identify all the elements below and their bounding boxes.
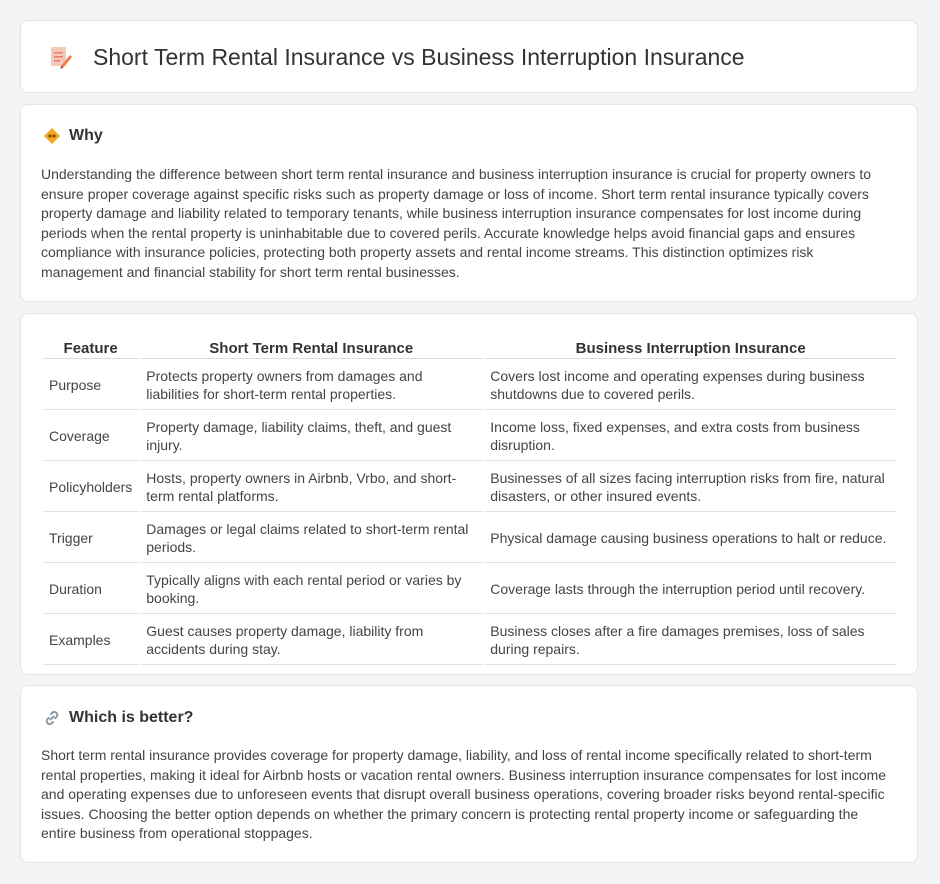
why-text: Understanding the difference between short term rental insurance and business interruption insurance is crucial for property owners to ensure proper coverage against specific risks such as property damage or loss of income. Short term rental insurance typically covers property damage and liability related to temporary tenants, while business interruption insurance compensates for lost income during periods when the rental property is uninhabitable due to covered perils. Accurate knowledge helps avoid financial gaps and ensures compliance with insurance policies, protecting both property assets and rental income streams. This distinction optimizes risk management and financial stability for short term rental businesses.	[41, 166, 872, 280]
document-pencil-icon	[47, 44, 73, 70]
which-better-section	[20, 685, 918, 863]
row-feature: Examples	[43, 616, 138, 665]
row-feature: Policyholders	[43, 463, 138, 512]
why-section	[20, 104, 918, 302]
better-heading: Which is better?	[69, 709, 194, 726]
row-business-interruption: Covers lost income and operating expenses during business shutdowns due to covered perils.	[484, 361, 897, 410]
page-title: Short Term Rental Insurance vs Business Interruption Insurance	[93, 44, 745, 70]
row-feature: Trigger	[43, 514, 138, 563]
row-short-term-rental: Damages or legal claims related to short-term rental periods.	[140, 514, 482, 563]
header-short-term-rental: Short Term Rental Insurance	[140, 336, 482, 359]
link-icon	[43, 709, 61, 727]
header-business-interruption: Business Interruption Insurance	[484, 336, 897, 359]
table-row	[43, 412, 897, 461]
table-row	[43, 514, 897, 563]
row-short-term-rental: Property damage, liability claims, theft, and guest injury.	[140, 412, 482, 461]
better-text: Short term rental insurance provides coverage for property damage, liability, and loss of rental income specifically related to short-term rental properties, making it ideal for Airbnb hosts or vacation rental owners. Business interruption insurance compensates for lost income and operating expenses due to unforeseen events that disrupt overall business operations, covering broader risks beyond rental-specific issues. Choosing the better option depends on whether the primary concern is protecting rental property income or safeguarding the entire business from operational stoppages.	[41, 747, 887, 842]
row-business-interruption: Businesses of all sizes facing interruption risks from fire, natural disasters, or other insured events.	[484, 463, 897, 512]
table-row	[43, 361, 897, 410]
lightbulb-icon	[43, 127, 61, 145]
why-heading-row	[43, 127, 103, 145]
row-business-interruption: Physical damage causing business operations to halt or reduce.	[484, 514, 897, 563]
row-feature: Duration	[43, 565, 138, 614]
title-row	[47, 43, 745, 71]
row-business-interruption: Business closes after a fire damages premises, loss of sales during repairs.	[484, 616, 897, 665]
comparison-table	[41, 334, 899, 667]
row-short-term-rental: Hosts, property owners in Airbnb, Vrbo, and short-term rental platforms.	[140, 463, 482, 512]
row-short-term-rental: Typically aligns with each rental period or varies by booking.	[140, 565, 482, 614]
row-short-term-rental: Protects property owners from damages and liabilities for short-term rental properties.	[140, 361, 482, 410]
better-heading-row	[43, 709, 193, 727]
row-business-interruption: Income loss, fixed expenses, and extra costs from business disruption.	[484, 412, 897, 461]
title-card	[20, 20, 918, 93]
table-row	[43, 565, 897, 614]
table-row	[43, 463, 897, 512]
row-feature: Purpose	[43, 361, 138, 410]
row-feature: Coverage	[43, 412, 138, 461]
header-feature: Feature	[43, 336, 138, 359]
row-business-interruption: Coverage lasts through the interruption period until recovery.	[484, 565, 897, 614]
why-heading: Why	[69, 127, 103, 144]
comparison-card	[20, 313, 918, 675]
row-short-term-rental: Guest causes property damage, liability from accidents during stay.	[140, 616, 482, 665]
table-header-row	[43, 336, 897, 359]
table-row	[43, 616, 897, 665]
